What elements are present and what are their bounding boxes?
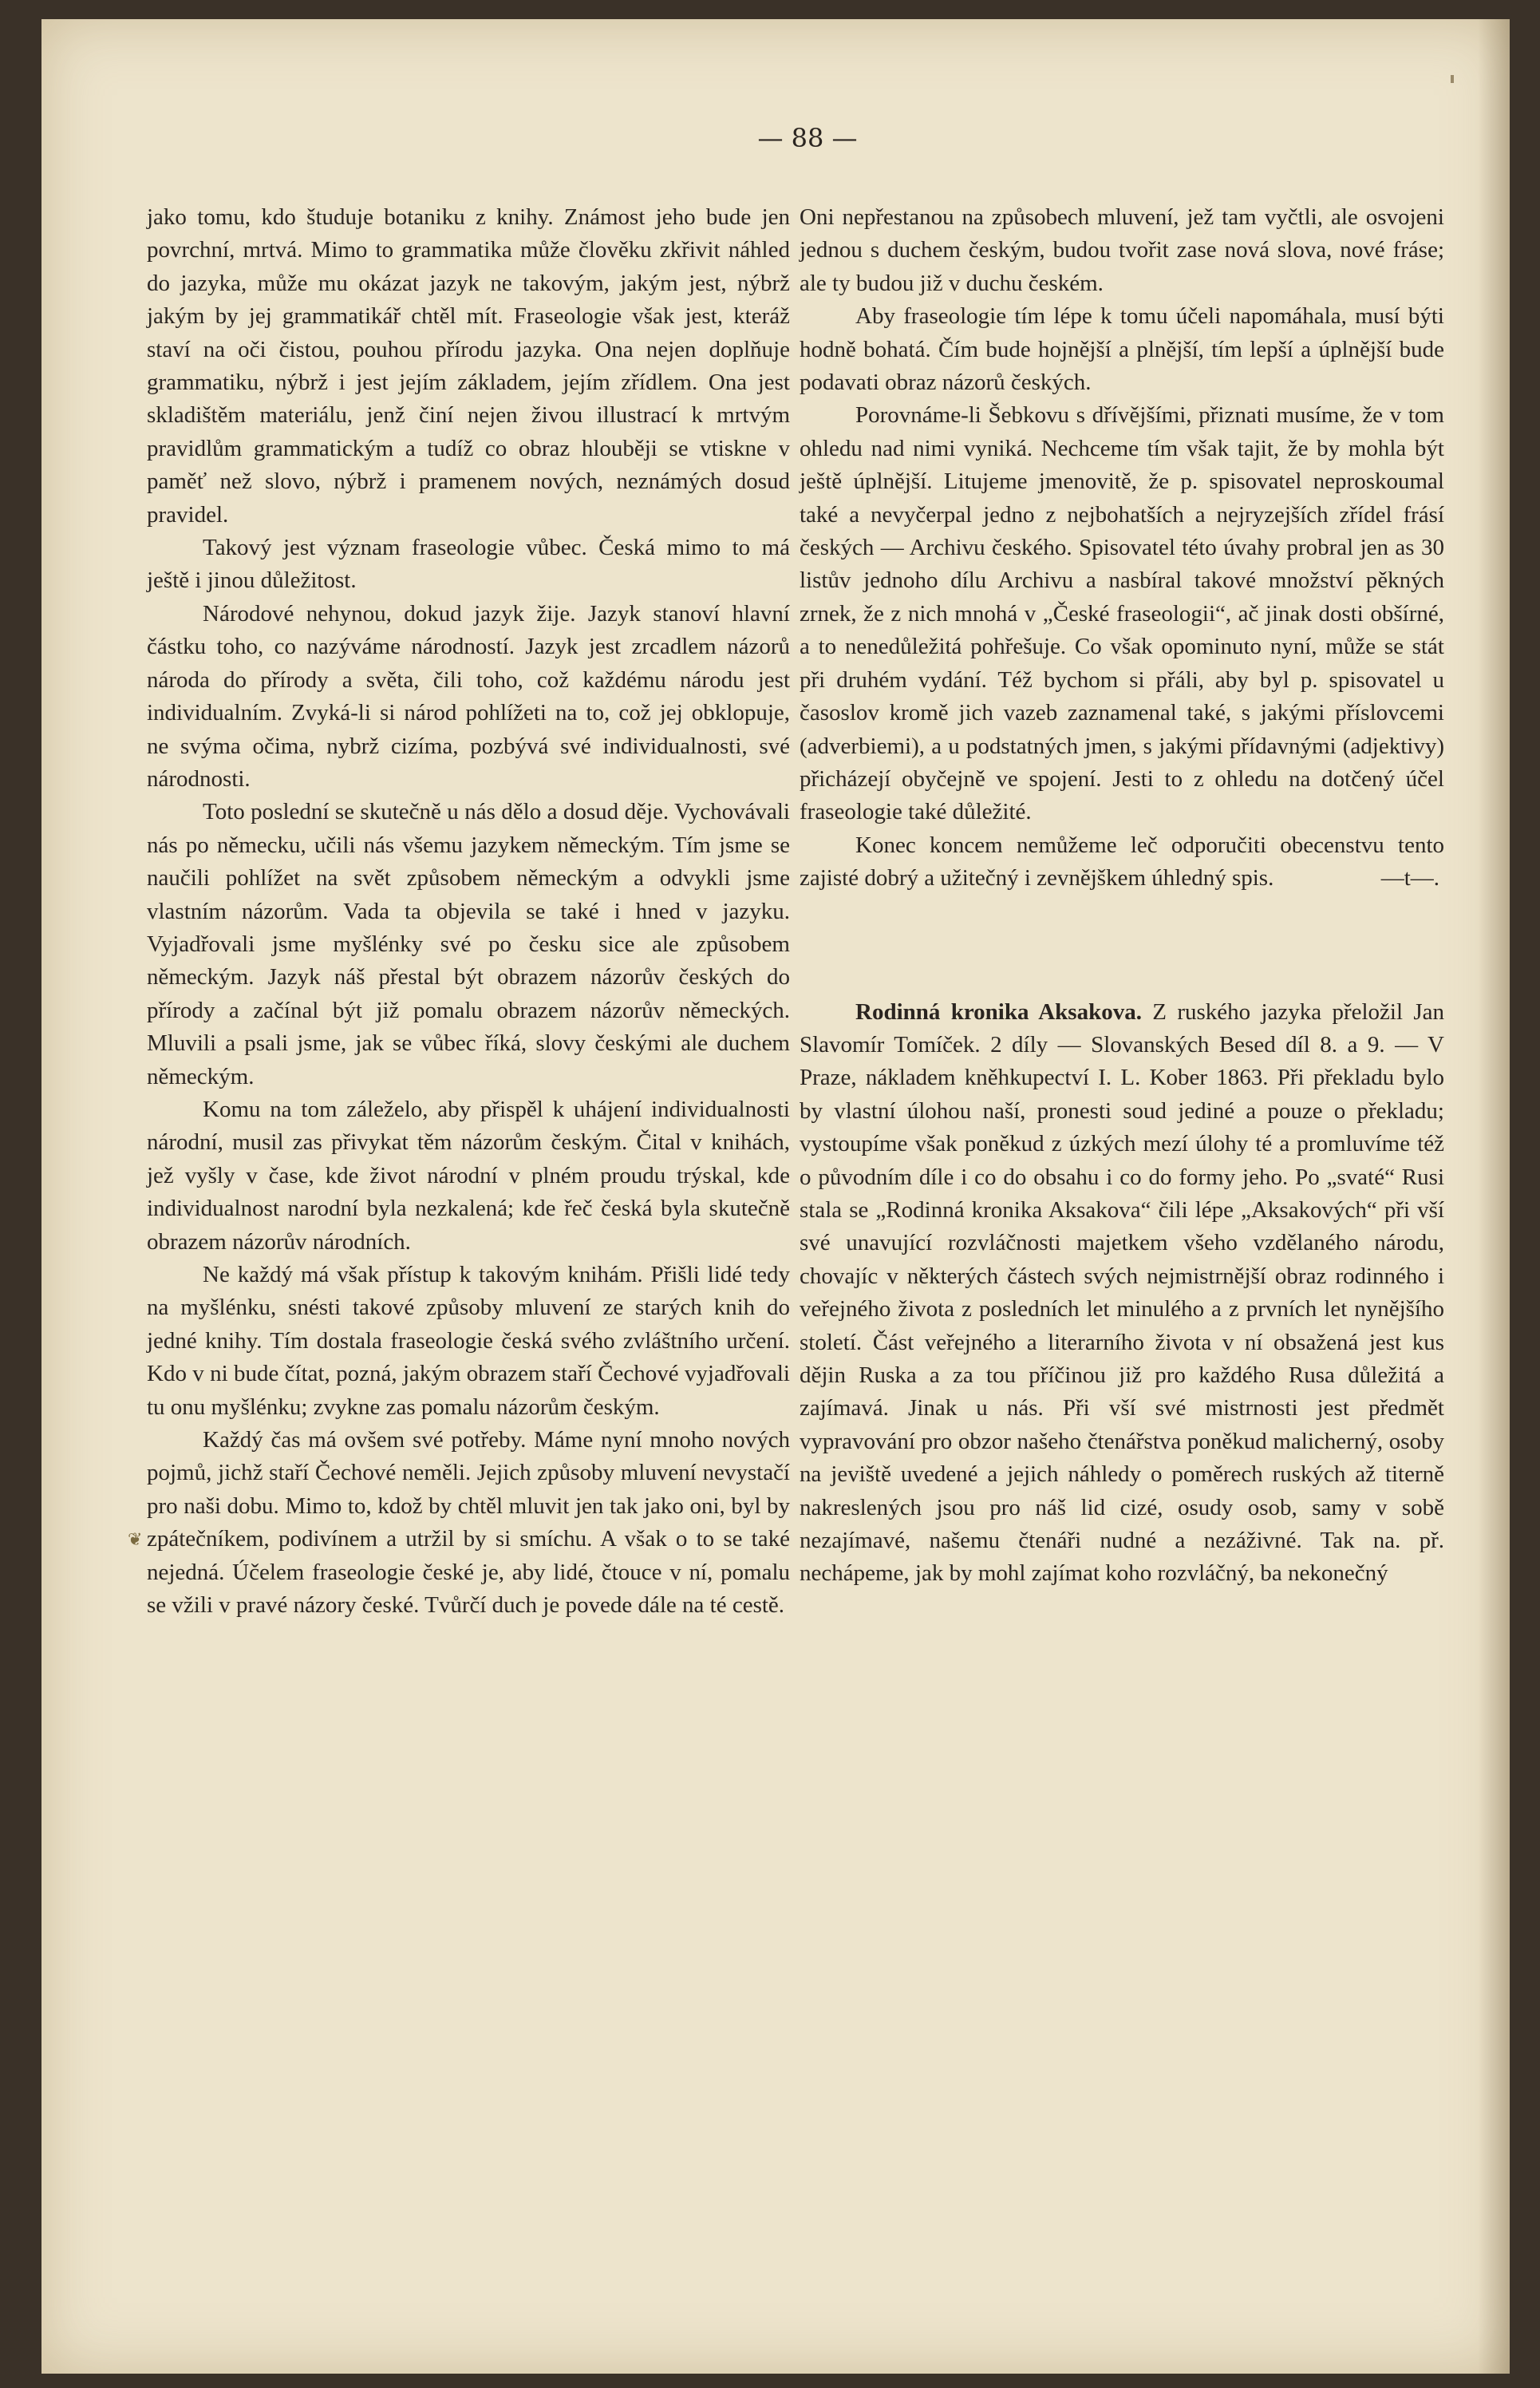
book-review <box>800 996 1444 1591</box>
author-signature: —t—. <box>1380 865 1439 892</box>
paragraph: Aby fraseologie tím lépe k tomu účeli napomáhala, musí býti hodně bohatá. Čím bude hojnější a plnější, tím lepší a úplnější bude podavati obraz názorů českých. <box>800 303 1444 396</box>
paragraph: Každý čas má ovšem své potřeby. Máme nyní mnoho nových pojmů, jichž staří Čechové neměli. Jejich způsoby mluvení nevystačí pro naši dobu. Mimo to, kdož by chtěl mluvit jen tak jako oni, byl by zpátečníkem, podivínem a utržil by si smíchu. A však o to se také nejedná. Účelem fraseologie české je, aby lidé, čtouce v ní, pomalu se vžili v pravé názory české. Tvůrčí duch je povede dále na té cestě. <box>147 1427 790 1619</box>
paragraph: Toto poslední se skutečně u nás dělo a dosud děje. Vychovávali nás po německu, učili nás všemu jazykem německým. Tím jsme se naučili pohlížet na svět způsobem německým a odvykli jsme vlastním názorům. Vada ta objevila se také i hned v jazyku. Vyjadřovali jsme myšlénky své po česku sice ale způsobem německým. Jazyk náš přestal být obrazem názorův českých do přírody a začínal být již pomalu obrazem názorův německých. Mluvili a psali jsme, jak se vůbec říká, slovy českými ale duchem německým. <box>147 799 790 1089</box>
paragraph: Národové nehynou, dokud jazyk žije. Jazyk stanoví hlavní částku toho, co nazýváme národností. Jazyk jest zrcadlem názorů národa do přírody a světa, čili toho, což každému národu jest individualním. Zvyká-li si národ pohlížeti na to, což jej obklopuje, ne svýma očima, nybrž cizíma, pozbývá své individualnosti, své národnosti. <box>147 600 790 792</box>
review-text: Z ruského jazyka přeložil Jan Slavomír Tomíček. 2 díly — Slovanských Besed díl 8. a 9. — V Praze, nákladem kněhkupectví I. L. Kober 1863. Při překladu bylo by vlastní úlohou naší, pronesti soud jediné a pouze o překladu; vystoupíme však poněkud z úzkých mezí úlohy té a promluvíme též o původním díle i co do obsahu i co do formy jeho. Po „svaté“ Rusi stala se „Rodinná kronika Aksakova“ čili lépe „Aksakových“ při vší své unavující rozvláčnosti majetkem všeho vzdělaného národu, chovajíc v některých částech svých nejmistrnější obraz rodinného i veřejného života z posledních let minulého a z prvních let nynějšího století. Část veřejného a literarního života v ní obsažená jest kus dějin Ruska a za tou příčinou již pro každého Rusa důležitá a zajímavá. Jinak u nás. Při vší své mistrnosti jest předmět vypravování pro obzor našeho čtenářstva poněkud malicherný, osoby na jeviště uvedené a jejich náhledy o poměrech ruských až titerně nakreslených jsou pro náš lid cizé, osudy osob, samy v sobě nezajímavé, našemu čtenáři nudné a nezáživné. Tak na. př. nechápeme, jak by mohl zajímat koho rozvláčný, ba nekonečný <box>800 998 1445 1587</box>
paragraph: Porovnáme-li Šebkovu s dřívějšími, přiznati musíme, že v tom ohledu nad nimi vyniká. Nechceme tím však tajit, že by mohla být ještě úplnější. Litujeme jmenovitě, že p. spisovatel neproskoumal také a nevyčerpal jedno z nejbohatších a nejryzejších zřídel frásí českých — Archivu českého. Spisovatel této úvahy probral jen as 30 listův jednoho dílu Archivu a nasbíral takové množství pěkných zrnek, že z nich mnohá v „České fraseologii“, ač jinak dosti obšírné, a to nenedůležitá pohřešuje. Co však opominuto nyní, může se stát při druhém vydání. Též bychom si přáli, aby byl p. spisovatel u časoslov kromě jich vazeb zaznamenal také, s jakými příslovcemi (adverbiemi), a u podstatných jmen, s jakými přídavnými (adjektivy) přicházejí obyčejně ve spojení. Jesti to z ohledu na dotčený účel fraseologie také důležité. <box>800 402 1444 825</box>
paragraph: Ne každý má však přístup k takovým knihám. Přišli lidé tedy na myšlénku, snésti takové způsoby mluvení ze starých knih do jedné knihy. Tím dostala fraseologie česká svého zvláštního určení. Kdo v ni bude čítat, pozná, jakým obrazem staří Čechové vyjadřovali tu onu myšlénku; zvykne zas pomalu názorům českým. <box>147 1262 790 1420</box>
margin-mark: ❦ <box>128 1530 143 1550</box>
page-speck <box>1451 75 1454 83</box>
paragraph: jako tomu, kdo študuje botaniku z knihy. Známost jeho bude jen povrchní, mrtvá. Mimo to grammatika může člověku zkřivit náhled do jazyka, může mu okázat jazyk ne takovým, jakým jest, nýbrž jakým by jej grammatikář chtěl mít. Fraseologie však jest, kteráž staví na oči čistou, pouhou přírodu jazyka. Ona nejen doplňuje grammatiku, nýbrž i jest jejím základem, jejím zřídlem. Ona jest skladištěm materiálu, jenž činí nejen živou illustrací k mrtvým pravidlům grammatickým a tudíž co obraz hlouběji se vtiskne v paměť než slovo, nýbrž i pramenem nových, neznámých dosud pravidel. <box>147 204 790 528</box>
book-page <box>41 19 1510 2374</box>
paragraph-text: Konec koncem nemůžeme leč odporučiti obecenstvu tento zajisté dobrý a užitečný i zevnějškem úhledný spis. <box>800 832 1444 892</box>
page-number: — 88 — <box>757 123 858 153</box>
page-shadow-edge <box>1478 19 1510 2374</box>
section-gap <box>800 896 1444 996</box>
paragraph <box>800 829 1444 896</box>
left-column <box>147 201 790 1622</box>
review-book-title: Rodinná kronika Aksakova. <box>855 998 1142 1025</box>
paragraph: Takový jest význam fraseologie vůbec. Česká mimo to má ještě i jinou důležitost. <box>147 535 790 594</box>
right-column <box>800 201 1444 1591</box>
paragraph: Komu na tom záleželo, aby přispěl k uhájení individualnosti národní, musil zas přivykat těm názorům českým. Čital v knihách, jež vyšly v čase, kde život národní v plném proudu trýskal, kde individualnost narodní byla nezkalená; kde řeč česká byla skutečně obrazem názorův národních. <box>147 1096 790 1255</box>
paragraph: Oni nepřestanou na způsobech mluvení, jež tam vyčtli, ale osvojeni jednou s duchem českým, budou tvořit zase nová slova, nové fráse; ale ty budou již v duchu českém. <box>800 204 1444 296</box>
